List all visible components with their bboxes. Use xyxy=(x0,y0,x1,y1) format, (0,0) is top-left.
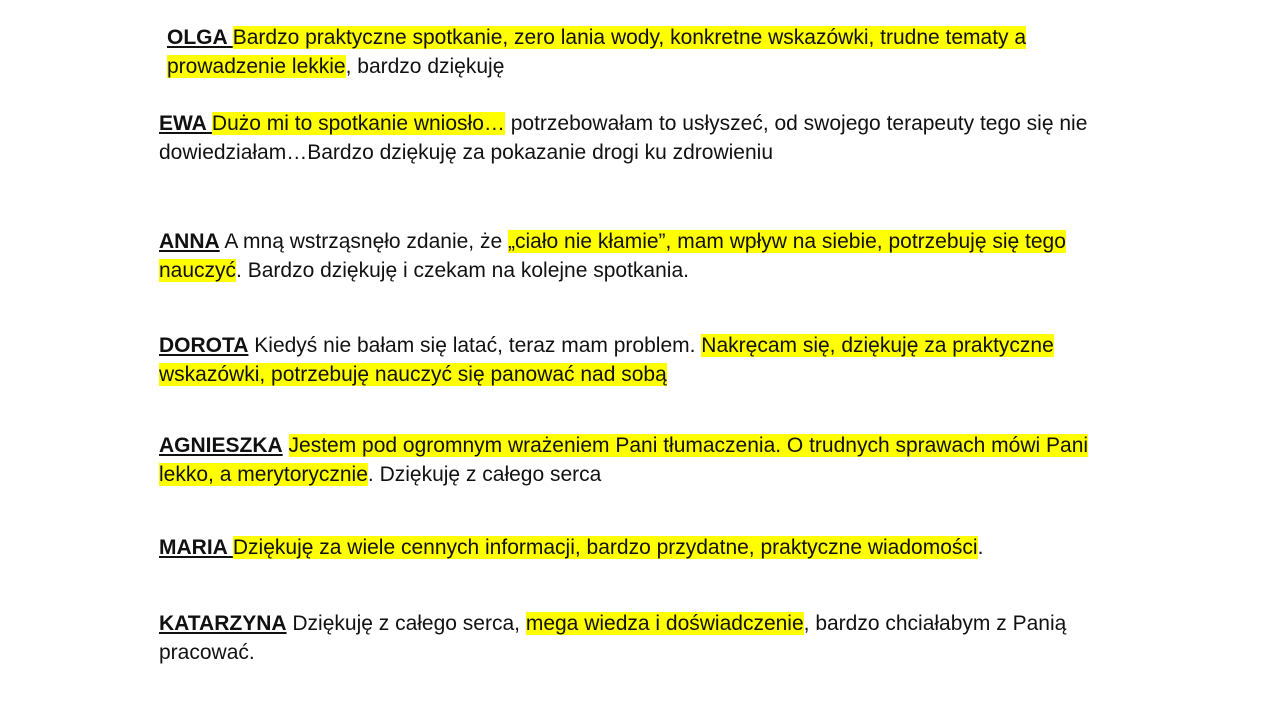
testimonial-agnieszka xyxy=(159,431,1119,489)
testimonial-text: . Bardzo dziękuję i czekam na kolejne spotkania. xyxy=(236,259,689,282)
author-name: KATARZYNA xyxy=(159,612,287,635)
highlighted-text: Dużo mi to spotkanie wniosło… xyxy=(211,112,505,135)
highlighted-text: Jestem pod ogromnym wrażeniem Pani tłumaczenia. O trudnych sprawach mówi Pani lekko, a merytorycznie xyxy=(159,434,1089,486)
testimonial-text: . Dziękuję z całego serca xyxy=(367,463,602,486)
author-name: OLGA xyxy=(167,26,227,49)
author-name: ANNA xyxy=(159,230,220,253)
author-name: EWA xyxy=(159,112,207,135)
testimonial-anna xyxy=(159,227,1119,285)
testimonial-text: Kiedyś nie bałam się latać, teraz mam problem. xyxy=(248,334,702,357)
testimonial-ewa xyxy=(159,109,1119,167)
author-name: AGNIESZKA xyxy=(159,434,283,457)
author-name: DOROTA xyxy=(159,334,249,357)
highlighted-text: „ciało nie kłamie”, mam wpływ na siebie, potrzebuję się tego nauczyć xyxy=(159,230,1066,282)
testimonial-text: . xyxy=(977,536,984,559)
highlighted-text: Bardzo praktyczne spotkanie, zero lania wody, konkretne wskazówki, trudne tematy a prowadzenie lekkie xyxy=(167,26,1027,78)
highlighted-text: Nakręcam się, dziękuję za praktyczne wskazówki, potrzebuję nauczyć się panować nad sobą xyxy=(159,334,1054,386)
testimonial-katarzyna xyxy=(159,609,1119,667)
testimonial-text: potrzebowałam to usłyszeć, od swojego terapeuty tego się nie dowiedziałam…Bardzo dziękuję za pokazanie drogi ku zdrowieniu xyxy=(159,112,1088,164)
testimonial-text: , bardzo dziękuję xyxy=(345,55,505,78)
highlighted-text: Dziękuję za wiele cennych informacji, bardzo przydatne, praktyczne wiadomości xyxy=(232,536,978,559)
testimonial-text xyxy=(283,434,289,457)
author-name: MARIA xyxy=(159,536,228,559)
testimonial-dorota xyxy=(159,331,1119,389)
testimonial-maria xyxy=(159,533,1119,562)
testimonial-text: A mną wstrząsnęło zdanie, że xyxy=(219,230,508,253)
testimonial-text: , bardzo chciałabym z Panią pracować. xyxy=(159,612,1067,664)
highlighted-text: mega wiedza i doświadczenie xyxy=(525,612,804,635)
testimonial-olga xyxy=(167,23,1107,81)
testimonial-text: Dziękuję z całego serca, xyxy=(286,612,526,635)
